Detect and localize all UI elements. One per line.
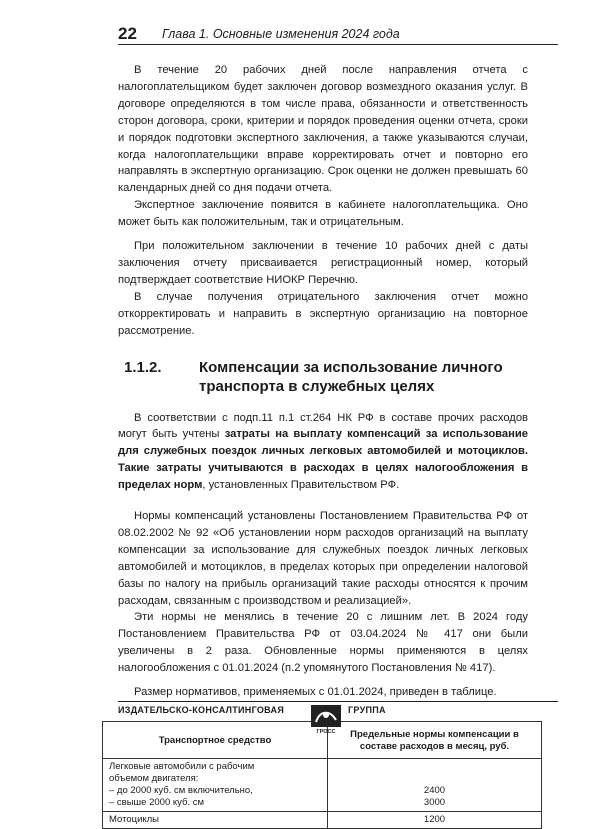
page-number: 22 — [118, 24, 137, 43]
logo-text: ГРОСС — [316, 729, 336, 734]
footer-divider — [118, 701, 558, 702]
paragraph: Нормы компенсаций установлены Постановлением Правительства РФ от 08.02.2002 № 92 «Об установлении норм расходов организаций на выплату компенсации за использование для служебных поездок личных легковых автомобилей и мотоциклов, в пределах которых при определении налоговой базы по налогу на прибыль организаций такие расходы относятся к прочим расходам, связанным с производством и реализацией». — [118, 510, 528, 607]
table-cell-limit — [328, 759, 542, 812]
publisher-name-right: ГРУППА — [348, 705, 386, 715]
section-title: Компенсации за использование личного транспорта в служебных целях — [199, 358, 503, 395]
paragraph-emphasis: затраты на выплату компенсаций за использование для служебных поездок личных легковых автомобилей и мотоциклов. Такие затраты учитываются в расходах в целях налогообложения в пределах норм — [118, 428, 528, 492]
paragraph: Эти нормы не менялись в течение 20 с лишним лет. В 2024 году Постановлением Правительства РФ от 03.04.2024 № 417 они были увеличены в 2 раза. Обновленные нормы применяются в целях налогообложения с 01.01.2024 (п.2 упомянутого Постановления № 417). — [118, 611, 528, 675]
cell-line: Легковые автомобили с рабочим — [109, 761, 255, 772]
paragraph-norm-basis — [118, 410, 528, 495]
paragraph: При положительном заключении в течение 10 рабочих дней с даты заключения отчету присваивается регистрационный номер, который подтверждает соответствие НИОКР Перечню. — [118, 240, 528, 286]
page-header — [118, 22, 558, 46]
running-title: Глава 1. Основные изменения 2024 года — [162, 27, 400, 41]
cell-line: объемом двигателя: — [109, 773, 199, 784]
cell-value: 2400 — [423, 785, 446, 796]
paragraph-tail: , установленных Правительством РФ. — [202, 479, 400, 492]
column-header-vehicle: Транспортное средство — [103, 722, 328, 759]
section-heading — [124, 358, 528, 396]
header-divider — [118, 44, 558, 45]
table-cell-vehicle: Мотоциклы — [103, 812, 328, 829]
cell-value: 3000 — [423, 797, 446, 808]
column-header-limit: Предельные нормы компенсации в составе расходов в месяц, руб. — [328, 722, 542, 759]
paragraph: В случае получения отрицательного заключения отчет можно откорректировать и направить в экспертную организацию на повторное рассмотрение. — [118, 290, 528, 337]
cell-line: – свыше 2000 куб. см — [109, 797, 204, 808]
table-row — [103, 759, 542, 812]
cell-line: – до 2000 куб. см включительно, — [109, 785, 253, 796]
paragraph: В течение 20 рабочих дней после направления отчета с налогоплательщиком будет заключен договор возмездного оказания услуг. В договоре определяются в том числе права, обязанности и ответственность сторон договора, сроки, критерии и порядок проведения оценки отчета, сроки и порядок подготовки экспертного заключения, а также указываются случаи, когда налогоплательщики вправе корректировать отчет и повторно его направлять в экспертную организацию. Срок оценки не должен превышать 60 календарных дней со дня подачи отчета. — [118, 64, 528, 195]
page-footer — [118, 701, 558, 734]
publisher-name-left: ИЗДАТЕЛЬСКО-КОНСАЛТИНГОВАЯ — [118, 705, 285, 715]
table-cell-limit: 1200 — [328, 812, 542, 829]
table-intro: Размер нормативов, применяемых с 01.01.2024, приведен в таблице. — [134, 686, 497, 699]
section-number: 1.1.2. — [124, 358, 162, 376]
publisher-logo-icon — [310, 704, 342, 734]
table-cell-vehicle — [103, 759, 328, 812]
table-row — [103, 812, 542, 829]
paragraph-lead: В соответствии с подп.11 п.1 ст.264 НК РФ в составе прочих расходов могут быть учтены — [118, 411, 528, 441]
compensation-table — [102, 721, 542, 829]
paragraph: Экспертное заключение появится в кабинете налогоплательщика. Оно может быть как положительным, так и отрицательным. — [118, 199, 528, 229]
